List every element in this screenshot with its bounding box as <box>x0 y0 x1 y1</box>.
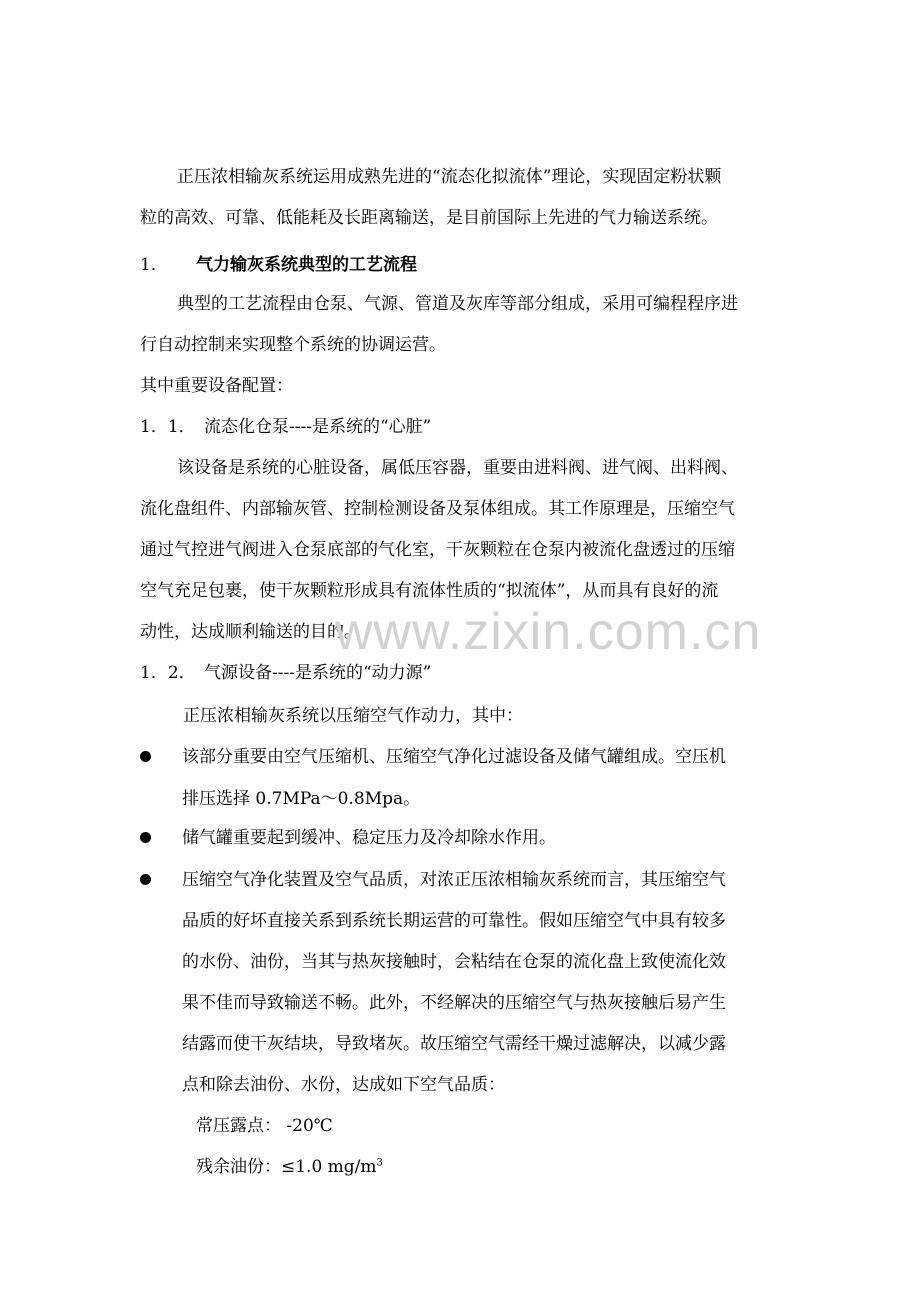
bullet-dot-2 <box>140 832 151 843</box>
section-1-2-intro: 正压浓相输灰系统以压缩空气作动力，其中： <box>183 706 523 726</box>
bullet-3-line-2: 品质的好坏直接关系到系统长期运营的可靠性。假如压缩空气中具有较多 <box>182 911 726 931</box>
section-1-1-heading: 流态化仓泵----是系统的“心脏” <box>204 417 432 437</box>
residual-oil-text: 残余油份：≤1.0 mg/m <box>196 1157 377 1177</box>
section-1-1-line-4: 空气充足包裹，使干灰颗粒形成具有流体性质的“拟流体”，从而具有良好的流 <box>140 581 719 601</box>
bullet-dot-3 <box>140 874 151 885</box>
watermark: www.zixin.com.cn <box>335 603 762 661</box>
section-1-number: 1． <box>140 255 168 275</box>
dew-point-spec: 常压露点： -20℃ <box>196 1116 333 1136</box>
residual-oil-spec <box>196 1155 383 1179</box>
section-1-1-line-1: 该设备是系统的心脏设备，属低压容器，重要由进料阀、进气阀、出料阀、 <box>177 458 738 478</box>
intro-line-2: 粒的高效、可靠、低能耗及长距离输送，是目前国际上先进的气力输送系统。 <box>140 208 718 228</box>
bullet-3-line-5: 结露而使干灰结块，导致堵灰。故压缩空气需经干燥过滤解决，以减少露 <box>182 1034 726 1054</box>
section-1-1-line-3: 通过气控进气阀进入仓泵底部的气化室，干灰颗粒在仓泵内被流化盘透过的压缩 <box>140 540 735 560</box>
cubic-superscript: 3 <box>376 1157 383 1169</box>
bullet-3-line-3: 的水份、油份，当其与热灰接触时，会粘结在仓泵的流化盘上致使流化效 <box>182 952 726 972</box>
bullet-dot-1 <box>140 751 151 762</box>
section-1-2-heading: 气源设备----是系统的“动力源” <box>204 663 432 683</box>
section-1-2-number: 1．2． <box>140 663 196 683</box>
bullet-3-line-4: 果不佳而导致输送不畅。此外，不经解决的压缩空气与热灰接触后易产生 <box>182 993 726 1013</box>
bullet-1-line-2: 排压选择 0.7MPa～0.8Mpa。 <box>182 789 421 809</box>
intro-line-1: 正压浓相输灰系统运用成熟先进的“流态化拟流体”理论，实现固定粉状颗 <box>177 167 722 187</box>
section-1-heading: 气力输灰系统典型的工艺流程 <box>196 255 417 275</box>
section-1-para-line-2: 行自动控制来实现整个系统的协调运营。 <box>140 335 446 355</box>
section-1-1-line-5: 动性，达成顺利输送的目的。 <box>140 622 361 642</box>
equipment-label: 其中重要设备配置： <box>140 376 293 396</box>
section-1-1-line-2: 流化盘组件、内部输灰管、控制检测设备及泵体组成。其工作原理是，压缩空气 <box>140 499 735 519</box>
bullet-2-line-1: 储气罐重要起到缓冲、稳定压力及冷却除水作用。 <box>182 828 556 848</box>
section-1-para-line-1: 典型的工艺流程由仓泵、气源、管道及灰库等部分组成，采用可编程程序进 <box>177 294 738 314</box>
bullet-3-line-1: 压缩空气净化装置及空气品质，对浓正压浓相输灰系统而言，其压缩空气 <box>182 870 726 890</box>
bullet-1-line-1: 该部分重要由空气压缩机、压缩空气净化过滤设备及储气罐组成。空压机 <box>182 747 726 767</box>
section-1-1-number: 1．1． <box>140 417 196 437</box>
bullet-3-line-6: 点和除去油份、水份，达成如下空气品质： <box>182 1075 505 1095</box>
